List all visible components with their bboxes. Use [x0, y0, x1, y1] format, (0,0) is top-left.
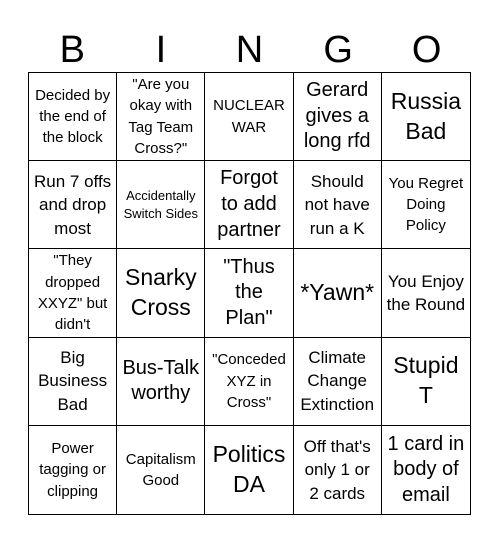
bingo-cell-text: Bus-Talk worthy: [122, 356, 200, 405]
bingo-cell-r4c2[interactable]: [117, 338, 205, 426]
bingo-cell-r4c3[interactable]: [205, 338, 293, 426]
bingo-cell-text: You Enjoy the Round: [386, 271, 466, 314]
bingo-cell-r2c1[interactable]: [29, 161, 117, 249]
bingo-cell-text: Russia Bad: [390, 87, 462, 144]
header-letter-n: N: [235, 29, 264, 71]
bingo-cell-text: "Are you okay with Tag Team Cross?": [128, 76, 194, 157]
header-letter-g: G: [323, 29, 353, 71]
bingo-cell-r2c3[interactable]: [205, 161, 293, 249]
bingo-cell-text: "Conceded XYZ in Cross": [212, 351, 286, 411]
bingo-cell-r3c2[interactable]: [117, 249, 205, 337]
bingo-cell-r2c5[interactable]: [382, 161, 470, 249]
bingo-cell-text: Off that's only 1 or 2 cards: [303, 436, 371, 503]
bingo-cell-text: Politics DA: [212, 441, 286, 497]
bingo-cell-r5c5[interactable]: [382, 426, 470, 514]
bingo-cell-r4c4[interactable]: [294, 338, 382, 426]
bingo-cell-text: 1 card in body of email: [387, 432, 465, 506]
bingo-cell-text: "They dropped XXYZ" but didn't: [37, 252, 108, 334]
bingo-cell-r4c1[interactable]: [29, 338, 117, 426]
header-letter-b: B: [59, 29, 85, 71]
bingo-cell-text: Forgot to add partner: [217, 167, 281, 241]
bingo-cell-r2c2[interactable]: [117, 161, 205, 249]
bingo-cell-r1c4[interactable]: [294, 73, 382, 161]
bingo-cell-text: You Regret Doing Policy: [388, 174, 464, 235]
bingo-cell-text: Should not have run a K: [304, 171, 370, 238]
bingo-cell-r5c1[interactable]: [29, 426, 117, 514]
bingo-cell-text: Snarky Cross: [124, 264, 197, 320]
bingo-cell-text: Stupid T: [393, 352, 459, 409]
bingo-cell-r5c2[interactable]: [117, 426, 205, 514]
bingo-cell-text: Big Business Bad: [38, 348, 108, 414]
bingo-cell-text: *Yawn*: [300, 279, 375, 306]
bingo-cell-r3c1[interactable]: [29, 249, 117, 337]
bingo-cell-text: Climate Change Extinction: [300, 348, 375, 414]
bingo-cell-r5c4[interactable]: [294, 426, 382, 514]
bingo-cell-r5c3[interactable]: [205, 426, 293, 514]
bingo-cell-r1c3[interactable]: [205, 73, 293, 161]
bingo-cell-r1c1[interactable]: [29, 73, 117, 161]
bingo-cell-text: Capitalism Good: [125, 450, 196, 489]
bingo-cell-text: Run 7 offs and drop most: [34, 171, 112, 238]
bingo-cell-text: Power tagging or clipping: [39, 439, 106, 500]
bingo-cell-r3c5[interactable]: [382, 249, 470, 337]
bingo-cell-text: "Thus the Plan": [223, 255, 275, 329]
bingo-cell-text: NUCLEAR WAR: [213, 97, 285, 136]
bingo-cell-text: Decided by the end of the block: [35, 86, 111, 147]
bingo-cell-r1c5[interactable]: [382, 73, 470, 161]
header-letter-i: I: [155, 29, 167, 71]
header-letter-o: O: [411, 29, 442, 71]
bingo-cell-r4c5[interactable]: [382, 338, 470, 426]
bingo-cell-text: Gerard gives a long rfd: [303, 79, 371, 153]
bingo-cell-r2c4[interactable]: [294, 161, 382, 249]
bingo-board: [28, 72, 471, 515]
bingo-cell-r3c4[interactable]: [294, 249, 382, 337]
bingo-header: [28, 28, 471, 72]
bingo-cell-r1c2[interactable]: [117, 73, 205, 161]
bingo-cell-r3c3[interactable]: [205, 249, 293, 337]
bingo-cell-text: Accidentally Switch Sides: [123, 187, 198, 221]
